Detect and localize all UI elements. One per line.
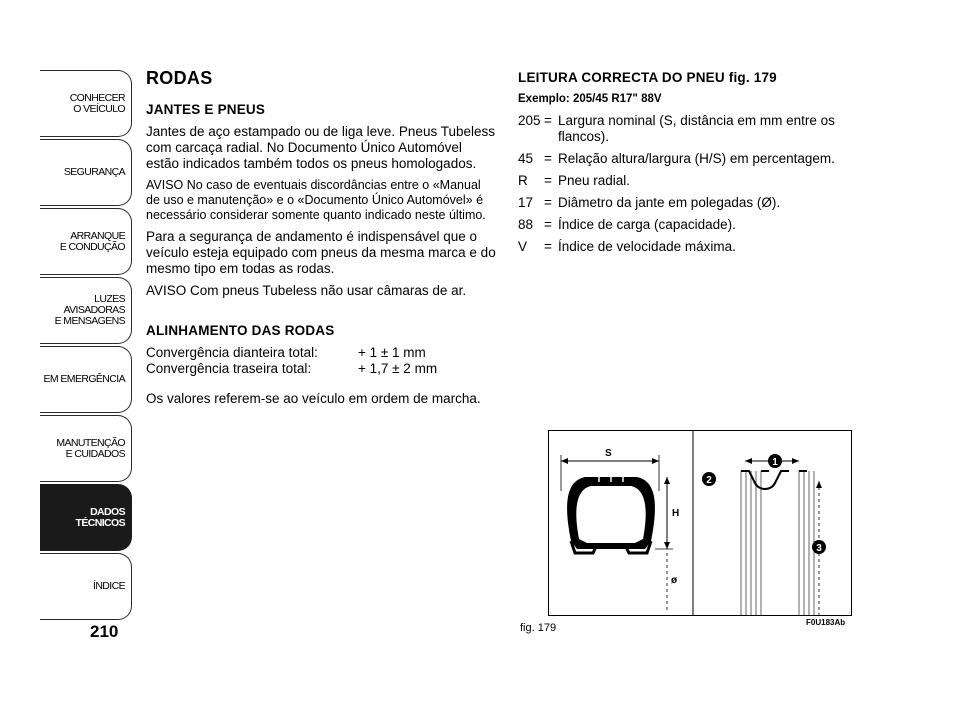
equals-sign: =: [544, 173, 552, 188]
section-title-leitura: LEITURA CORRECTA DO PNEU fig. 179: [518, 70, 777, 85]
note-paragraph: Os valores referem-se ao veículo em ordem de marcha.: [146, 391, 481, 406]
alignment-row: [146, 345, 498, 361]
section-title-alinhamento: ALINHAMENTO DAS RODAS: [146, 323, 335, 338]
legend-desc: Diâmetro da jante em polegadas (Ø).: [558, 195, 781, 210]
legend-desc: Índice de velocidade máxima.: [558, 239, 736, 254]
svg-text:3: 3: [816, 543, 822, 554]
legend-row: [518, 239, 858, 255]
legend-desc: Índice de carga (capacidade).: [558, 217, 736, 232]
svg-text:1: 1: [772, 457, 778, 468]
alignment-value: + 1,7 ± 2 mm: [358, 361, 438, 376]
tire-diagram-svg: [549, 431, 851, 615]
tab-indice[interactable]: [40, 553, 132, 620]
legend-code: 17: [518, 195, 534, 210]
legend-code: 205: [518, 113, 541, 128]
equals-sign: =: [544, 195, 552, 210]
tab-seguranca[interactable]: [40, 139, 132, 206]
section-title-jantes: JANTES E PNEUS: [146, 102, 266, 117]
paragraph: Jantes de aço estampado ou de liga leve. Pneus Tubeless com carcaça radial. No Documento Único Automóvel estão indicados também todos os pneus homologados.: [146, 124, 495, 171]
legend-row: [518, 113, 858, 145]
tab-luzes-avisadoras[interactable]: [40, 277, 132, 344]
legend-row: [518, 173, 858, 189]
tab-label: SEGURANÇA: [63, 166, 125, 178]
alignment-label: Convergência traseira total:: [146, 361, 312, 376]
label-s: S: [605, 448, 612, 459]
legend-code: V: [518, 239, 528, 254]
tab-label: CONHECER O VEÍCULO: [69, 91, 125, 115]
legend-code: 45: [518, 151, 534, 166]
page-title: RODAS: [146, 68, 213, 88]
tab-label: LUZES AVISADORAS E MENSAGENS: [54, 293, 125, 327]
tab-em-emergencia[interactable]: [40, 346, 132, 413]
chapter-nav: [40, 70, 132, 622]
tab-label: ÍNDICE: [93, 580, 125, 592]
tab-label: DADOS TÉCNICOS: [75, 505, 125, 529]
warning-paragraph: AVISO No caso de eventuais discordâncias entre o «Manual de uso e manutenção» e o «Documento Único Automóvel» é necessário considerar somente quanto indicado neste último.: [146, 178, 486, 222]
right-column: [518, 70, 858, 261]
tab-label: ARRANQUE E CONDUÇÃO: [59, 229, 125, 253]
label-diameter: ø: [671, 575, 678, 586]
equals-sign: =: [544, 239, 552, 254]
warning-paragraph: AVISO Com pneus Tubeless não usar câmaras de ar.: [146, 283, 467, 298]
legend-row: [518, 195, 858, 211]
rim-profile-icon: [702, 454, 826, 615]
tab-label: EM EMERGÊNCIA: [43, 373, 125, 385]
example-code: Exemplo: 205/45 R17" 88V: [518, 93, 662, 105]
alignment-value: + 1 ± 1 mm: [358, 345, 426, 360]
figure-code: F0U183Ab: [806, 618, 846, 627]
alignment-row: [146, 361, 498, 377]
alignment-label: Convergência dianteira total:: [146, 345, 318, 360]
paragraph: Para a segurança de andamento é indispensável que o veículo esteja equipado com pneus da mesma marca e do mesmo tipo em todas as rodas.: [146, 229, 496, 276]
legend-desc: Largura nominal (S, distância em mm entre os flancos).: [558, 113, 835, 144]
equals-sign: =: [544, 217, 552, 232]
legend-code: R: [518, 173, 528, 188]
svg-text:2: 2: [706, 475, 712, 486]
legend-code: 88: [518, 217, 534, 232]
legend-desc: Relação altura/largura (H/S) em percentagem.: [558, 151, 835, 166]
tab-dados-tecnicos[interactable]: [40, 484, 132, 551]
tab-conhecer-o-veiculo[interactable]: [40, 70, 132, 137]
left-column: [146, 70, 498, 413]
legend-row: [518, 151, 858, 167]
page-number: 210: [90, 622, 119, 641]
legend-desc: Pneu radial.: [558, 173, 631, 188]
tire-diagram: [548, 430, 852, 616]
tab-arranque-e-conducao[interactable]: [40, 208, 132, 275]
tab-manutencao-e-cuidados[interactable]: [40, 415, 132, 482]
legend-row: [518, 217, 858, 233]
label-h: H: [672, 508, 680, 519]
tire-section-icon: [561, 448, 679, 611]
figure-caption: fig. 179: [520, 622, 557, 634]
tab-label: MANUTENÇÃO E CUIDADOS: [56, 436, 125, 460]
equals-sign: =: [544, 113, 552, 128]
equals-sign: =: [544, 151, 552, 166]
